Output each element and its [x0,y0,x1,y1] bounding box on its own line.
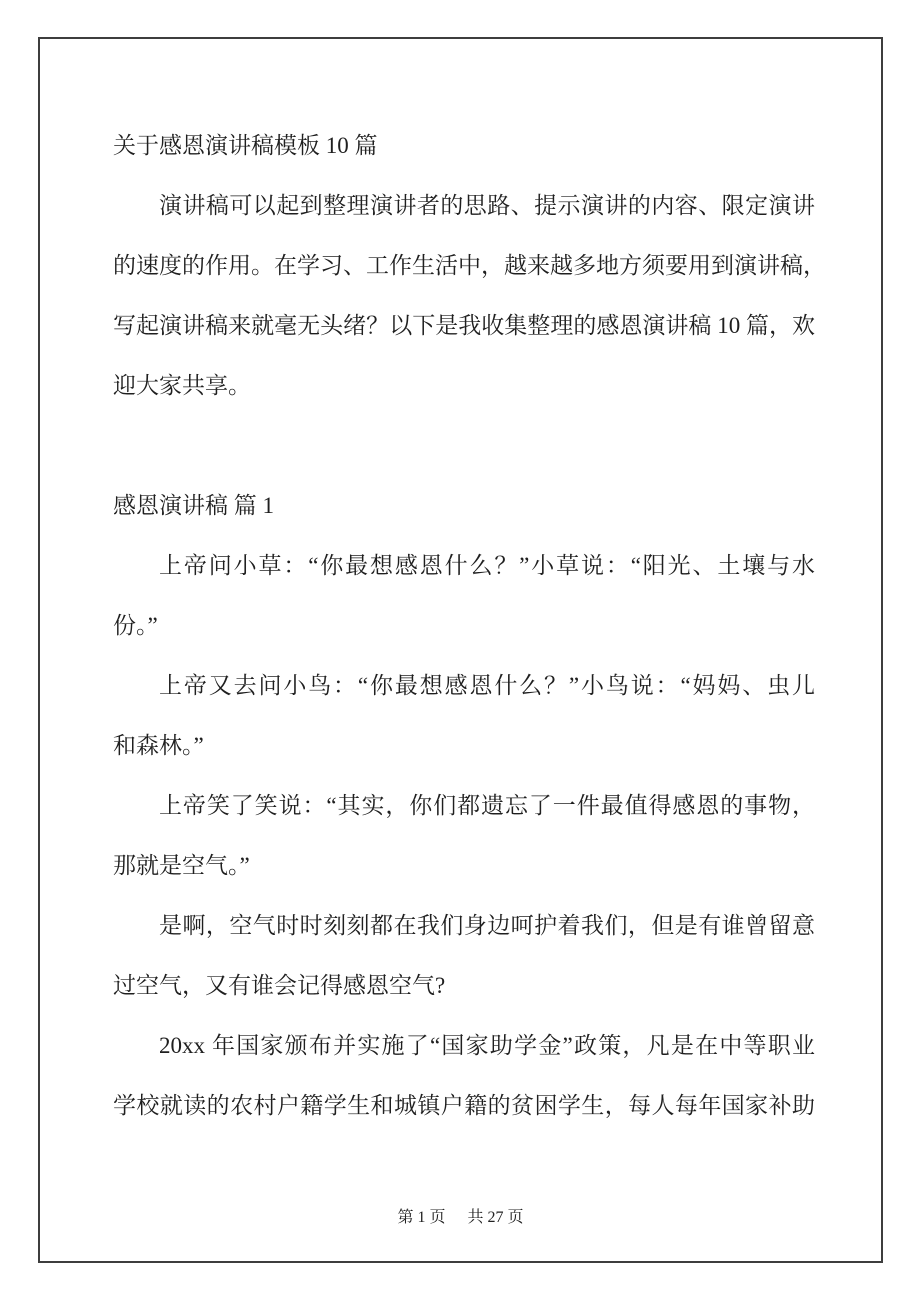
text-line: 演讲稿可以起到整理演讲者的思路、提示演讲的内容、限定演讲 [159,193,815,218]
text-line: 20xx 年国家颁布并实施了“国家助学金”政策，凡是在中等职业 [159,1033,815,1058]
text-line: 上帝问小草：“你最想感恩什么？”小草说：“阳光、土壤与水 [159,553,815,578]
page-number: 第 1 页 [397,1209,446,1226]
text-line: 上帝笑了笑说：“其实，你们都遗忘了一件最值得感恩的事物， [159,793,815,818]
text-line: 写起演讲稿来就毫无头绪？以下是我收集整理的感恩演讲稿 10 篇，欢 [113,313,815,338]
text-line: 份。” [113,613,158,638]
page-total: 共 27 页 [467,1209,524,1226]
document-page [38,37,883,1263]
text-line: 是啊，空气时时刻刻都在我们身边呵护着我们，但是有谁曾留意 [159,913,815,938]
text-line: 和森林。” [113,733,204,758]
text-line: 那就是空气。” [113,853,250,878]
page-footer [40,1204,881,1227]
text-line: 学校就读的农村户籍学生和城镇户籍的贫困学生，每人每年国家补助 [113,1093,815,1118]
text-line: 过空气，又有谁会记得感恩空气? [113,973,446,998]
text-line: 上帝又去问小鸟：“你最想感恩什么？”小鸟说：“妈妈、虫儿 [159,673,815,698]
document-title: 关于感恩演讲稿模板 10 篇 [113,133,378,158]
section-heading: 感恩演讲稿 篇 1 [113,493,274,518]
blank-line [113,416,815,476]
text-line: 迎大家共享。 [113,373,251,398]
document-content [40,39,881,1136]
text-line: 的速度的作用。在学习、工作生活中，越来越多地方须要用到演讲稿， [113,253,826,278]
